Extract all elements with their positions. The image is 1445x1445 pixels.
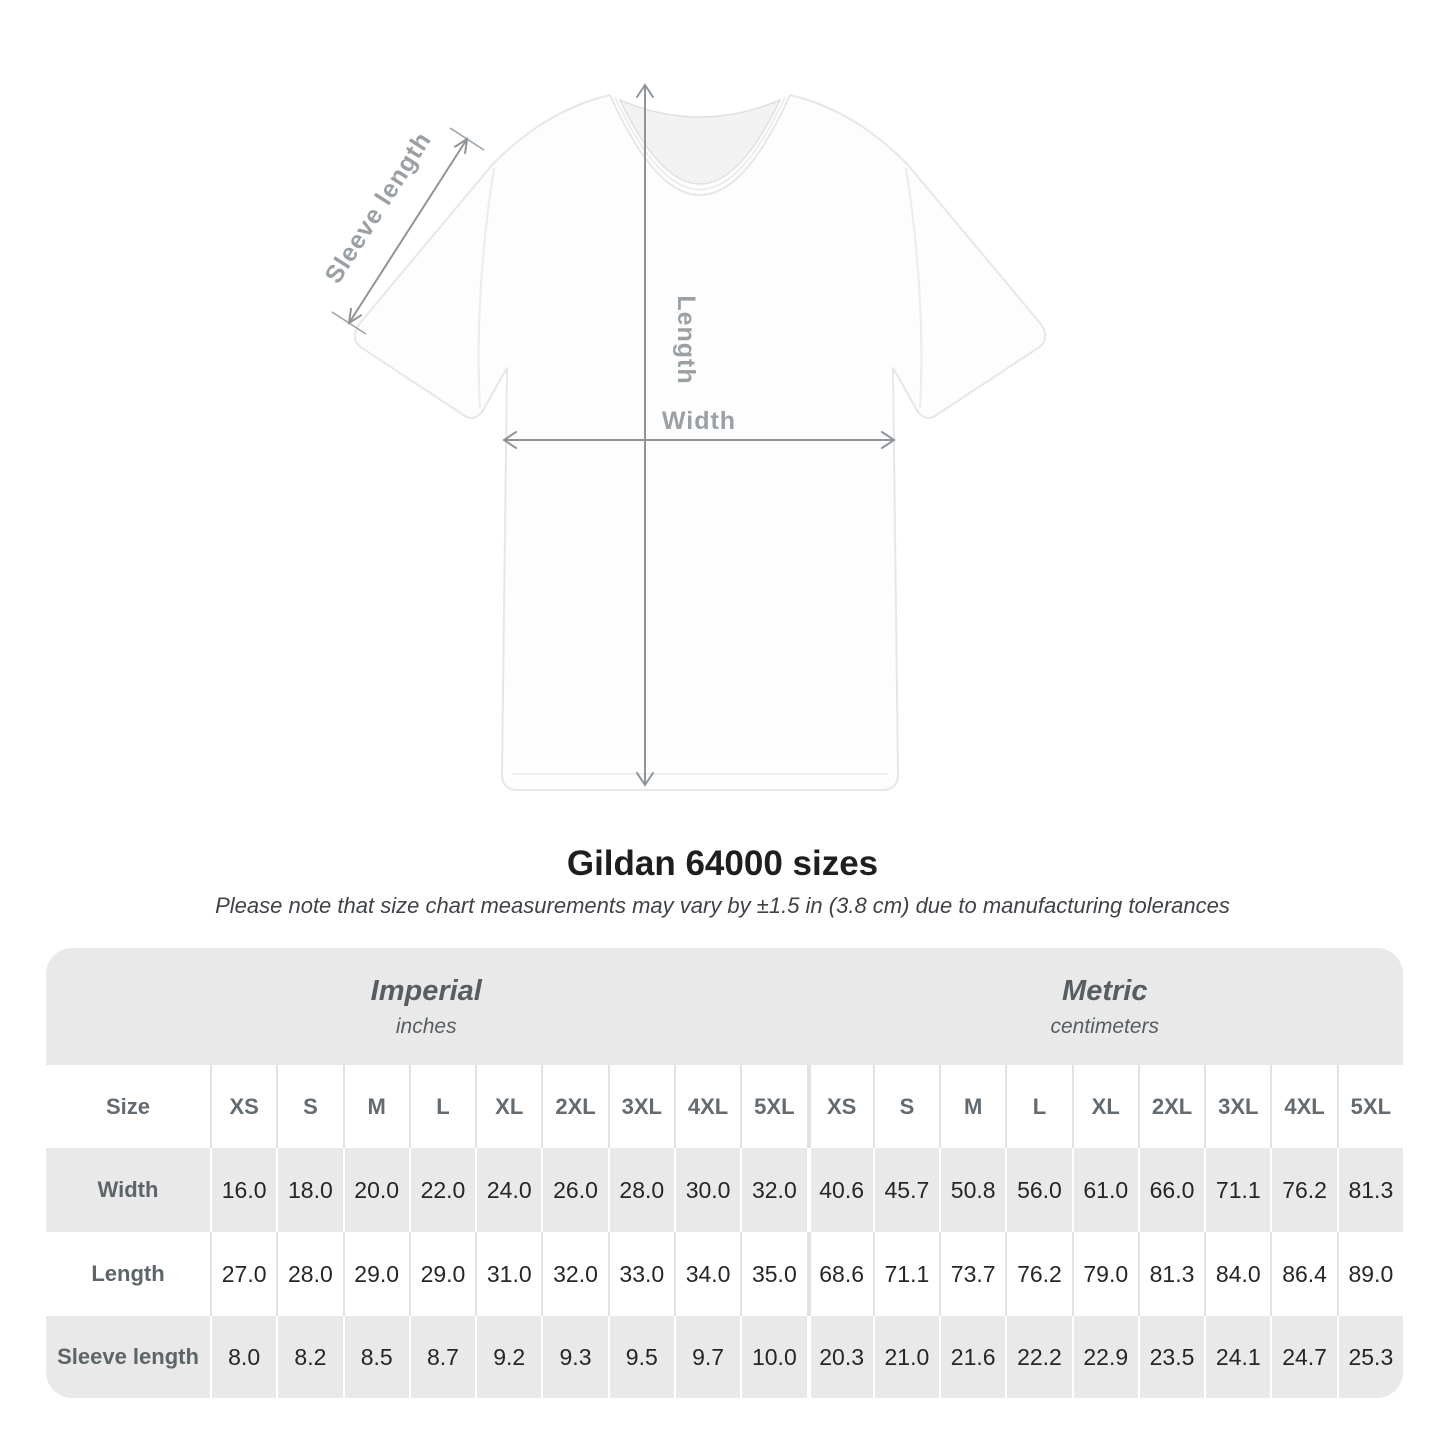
size-header-metric-3xl: 3XL [1204,1065,1270,1148]
size-header-metric-xl: XL [1072,1065,1138,1148]
size-value-cell: 71.1 [873,1232,939,1316]
size-header-metric-l: L [1005,1065,1071,1148]
page-title: Gildan 64000 sizes [566,844,879,883]
size-header-imperial-s: S [276,1065,342,1148]
size-column-header: Size [46,1065,210,1148]
row-label: Sleeve length [46,1316,210,1398]
size-header-metric-5xl: 5XL [1337,1065,1403,1148]
size-header-imperial-4xl: 4XL [674,1065,740,1148]
size-value-cell: 22.2 [1005,1316,1071,1398]
size-header-imperial-2xl: 2XL [541,1065,607,1148]
size-value-cell: 45.7 [873,1148,939,1232]
row-label: Width [46,1148,210,1232]
size-value-cell: 89.0 [1337,1232,1403,1316]
metric-unit: centimeters [1050,1014,1160,1038]
size-header-metric-m: M [939,1065,1005,1148]
imperial-section-header [46,948,807,1065]
size-value-cell: 23.5 [1138,1316,1204,1398]
length-label: Length [672,295,700,385]
sleeve-length-label: Sleeve length [319,126,438,289]
size-header-imperial-m: M [343,1065,409,1148]
size-value-cell: 8.5 [343,1316,409,1398]
size-value-cell: 73.7 [939,1232,1005,1316]
size-value-cell: 56.0 [1005,1148,1071,1232]
size-value-cell: 35.0 [740,1232,806,1316]
size-value-cell: 20.0 [343,1148,409,1232]
size-value-cell: 34.0 [674,1232,740,1316]
width-label: Width [661,407,737,435]
tolerance-note: Please note that size chart measurements may vary by ±1.5 in (3.8 cm) due to manufacturing tolerances [215,893,1230,918]
size-value-cell: 18.0 [276,1148,342,1232]
size-value-cell: 86.4 [1270,1232,1336,1316]
size-header-metric-s: S [873,1065,939,1148]
size-value-cell: 9.3 [541,1316,607,1398]
metric-section-header [807,948,1404,1065]
size-value-cell: 76.2 [1270,1148,1336,1232]
size-value-cell: 29.0 [409,1232,475,1316]
size-value-cell: 68.6 [807,1232,873,1316]
size-header-imperial-xs: XS [210,1065,276,1148]
size-value-cell: 33.0 [608,1232,674,1316]
size-value-cell: 81.3 [1138,1232,1204,1316]
size-value-cell: 24.1 [1204,1316,1270,1398]
size-value-cell: 8.0 [210,1316,276,1398]
size-value-cell: 8.7 [409,1316,475,1398]
size-value-cell: 24.0 [475,1148,541,1232]
size-value-cell: 25.3 [1337,1316,1403,1398]
size-value-cell: 29.0 [343,1232,409,1316]
size-value-cell: 26.0 [541,1148,607,1232]
size-value-cell: 32.0 [541,1232,607,1316]
size-value-cell: 9.7 [674,1316,740,1398]
size-value-cell: 81.3 [1337,1148,1403,1232]
size-value-cell: 28.0 [276,1232,342,1316]
size-value-cell: 20.3 [807,1316,873,1398]
size-header-imperial-5xl: 5XL [740,1065,806,1148]
size-value-cell: 84.0 [1204,1232,1270,1316]
size-value-cell: 9.2 [475,1316,541,1398]
size-value-cell: 32.0 [740,1148,806,1232]
row-label: Length [46,1232,210,1316]
size-chart-table [46,948,1403,1398]
size-value-cell: 71.1 [1204,1148,1270,1232]
size-value-cell: 24.7 [1270,1316,1336,1398]
size-value-cell: 66.0 [1138,1148,1204,1232]
size-header-imperial-xl: XL [475,1065,541,1148]
size-header-metric-2xl: 2XL [1138,1065,1204,1148]
size-header-metric-4xl: 4XL [1270,1065,1336,1148]
imperial-unit: inches [395,1014,457,1038]
size-header-imperial-l: L [409,1065,475,1148]
size-value-cell: 21.0 [873,1316,939,1398]
size-value-cell: 8.2 [276,1316,342,1398]
size-value-cell: 10.0 [740,1316,806,1398]
size-value-cell: 79.0 [1072,1232,1138,1316]
size-value-cell: 50.8 [939,1148,1005,1232]
size-value-cell: 28.0 [608,1148,674,1232]
size-value-cell: 61.0 [1072,1148,1138,1232]
metric-title: Metric [1062,974,1148,1007]
size-value-cell: 31.0 [475,1232,541,1316]
size-header-imperial-3xl: 3XL [608,1065,674,1148]
size-value-cell: 22.9 [1072,1316,1138,1398]
size-value-cell: 9.5 [608,1316,674,1398]
size-value-cell: 22.0 [409,1148,475,1232]
size-value-cell: 21.6 [939,1316,1005,1398]
size-value-cell: 76.2 [1005,1232,1071,1316]
tshirt-silhouette [355,95,1046,790]
size-value-cell: 27.0 [210,1232,276,1316]
size-header-metric-xs: XS [807,1065,873,1148]
imperial-title: Imperial [370,974,482,1007]
size-value-cell: 30.0 [674,1148,740,1232]
size-value-cell: 40.6 [807,1148,873,1232]
size-value-cell: 16.0 [210,1148,276,1232]
